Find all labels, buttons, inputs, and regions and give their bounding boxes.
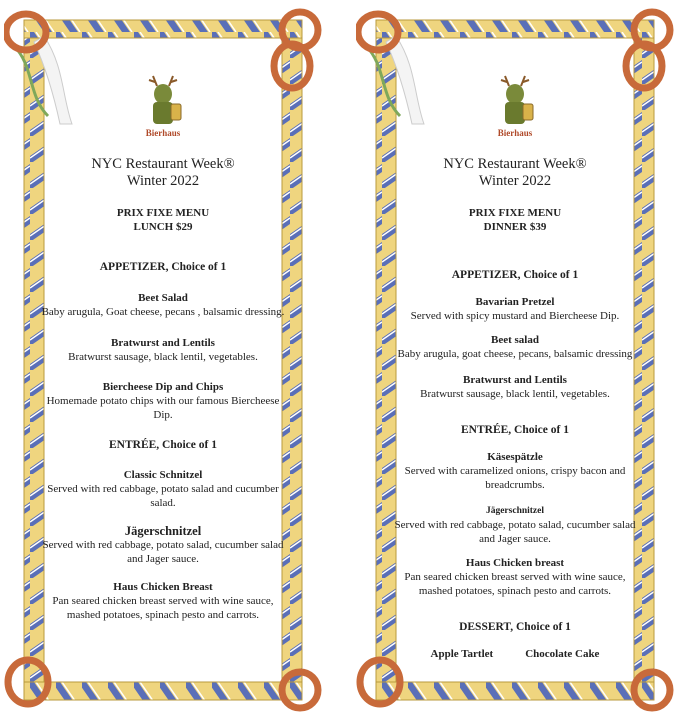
- dish-name: Jägerschnitzel: [124, 524, 202, 538]
- prix-fixe-label: [390, 206, 640, 234]
- dish-name: Jägerschnitzel: [485, 506, 545, 516]
- dessert-list: [390, 648, 640, 660]
- dish-name: Biercheese Dip and Chips: [102, 381, 224, 393]
- dish-name: Beet Salad: [138, 292, 188, 304]
- dish-name: Bratwurst and Lentils: [463, 374, 567, 386]
- menu-item: [38, 380, 288, 422]
- dish-name: Käsespätzle: [487, 451, 543, 463]
- dessert-item: Chocolate Cake: [525, 648, 600, 660]
- entree-heading: ENTRÉE, Choice of 1: [109, 439, 217, 451]
- menu-item: [390, 295, 640, 323]
- menu-item: [390, 333, 640, 361]
- dish-name: Classic Schnitzel: [123, 469, 203, 481]
- entree-heading: ENTRÉE, Choice of 1: [461, 424, 569, 436]
- lunch-menu-card: [4, 6, 322, 714]
- menu-item: [38, 580, 288, 622]
- dish-description: Homemade potato chips with our famous Biercheese Dip.: [46, 395, 280, 421]
- menu-item: [38, 336, 288, 364]
- appetizer-heading: APPETIZER, Choice of 1: [99, 261, 227, 273]
- prix-fixe-title: PRIX FIXE MENU: [468, 207, 562, 219]
- event-name: NYC Restaurant Week®: [443, 156, 587, 172]
- dish-description: Served with caramelized onions, crispy bacon and breadcrumbs.: [404, 465, 626, 491]
- dish-description: Pan seared chicken breast served with wine sauce, mashed potatoes, spinach pesto and carrots.: [404, 571, 626, 597]
- dessert-heading: DESSERT, Choice of 1: [459, 621, 571, 633]
- prix-fixe-price: LUNCH $29: [133, 221, 193, 233]
- menu-item: [38, 468, 288, 510]
- dish-description: Pan seared chicken breast served with wine sauce, mashed potatoes, spinach pesto and carrots.: [52, 595, 274, 621]
- menu-item: [38, 291, 288, 319]
- dish-description: Served with spicy mustard and Biercheese Dip.: [410, 310, 620, 322]
- dish-description: Baby arugula, goat cheese, pecans, balsamic dressing: [397, 348, 633, 360]
- event-season: Winter 2022: [478, 173, 552, 189]
- prix-fixe-label: [38, 206, 288, 234]
- dish-description: Baby arugula, Goat cheese, pecans , balsamic dressing.: [41, 306, 285, 318]
- event-season: Winter 2022: [126, 173, 200, 189]
- bierhaus-stag-logo-icon: [485, 68, 545, 146]
- menu-item: [38, 524, 288, 566]
- dish-name: Haus Chicken Breast: [113, 581, 213, 593]
- dish-description: Served with red cabbage, potato salad and cucumber salad.: [47, 483, 279, 509]
- dish-name: Bratwurst and Lentils: [111, 337, 215, 349]
- dinner-menu-card: [356, 6, 674, 714]
- event-name: NYC Restaurant Week®: [91, 156, 235, 172]
- menu-item: [390, 450, 640, 492]
- dish-name: Bavarian Pretzel: [475, 296, 555, 308]
- logo-text: Bierhaus: [497, 128, 533, 138]
- menu-item: [390, 556, 640, 598]
- event-title: [38, 156, 288, 190]
- dish-description: Bratwurst sausage, black lentil, vegetables.: [68, 351, 258, 363]
- menu-item: [390, 373, 640, 401]
- prix-fixe-title: PRIX FIXE MENU: [116, 207, 210, 219]
- dish-name: Beet salad: [491, 334, 539, 346]
- bierhaus-stag-logo-icon: [133, 68, 193, 146]
- dish-name: Haus Chicken breast: [465, 557, 565, 569]
- dessert-item: Apple Tartlet: [430, 648, 494, 660]
- lunch-menu-content: [38, 68, 288, 622]
- menu-item: [390, 504, 640, 546]
- appetizer-heading: APPETIZER, Choice of 1: [451, 269, 579, 281]
- dish-description: Served with red cabbage, potato salad, cucumber salad and Jager sauce.: [394, 519, 636, 545]
- event-title: [390, 156, 640, 190]
- dish-description: Bratwurst sausage, black lentil, vegetables.: [420, 388, 610, 400]
- logo-text: Bierhaus: [145, 128, 181, 138]
- prix-fixe-price: DINNER $39: [483, 221, 547, 233]
- dinner-menu-content: [390, 68, 640, 660]
- dish-description: Served with red cabbage, potato salad, cucumber salad and Jager sauce.: [42, 539, 284, 565]
